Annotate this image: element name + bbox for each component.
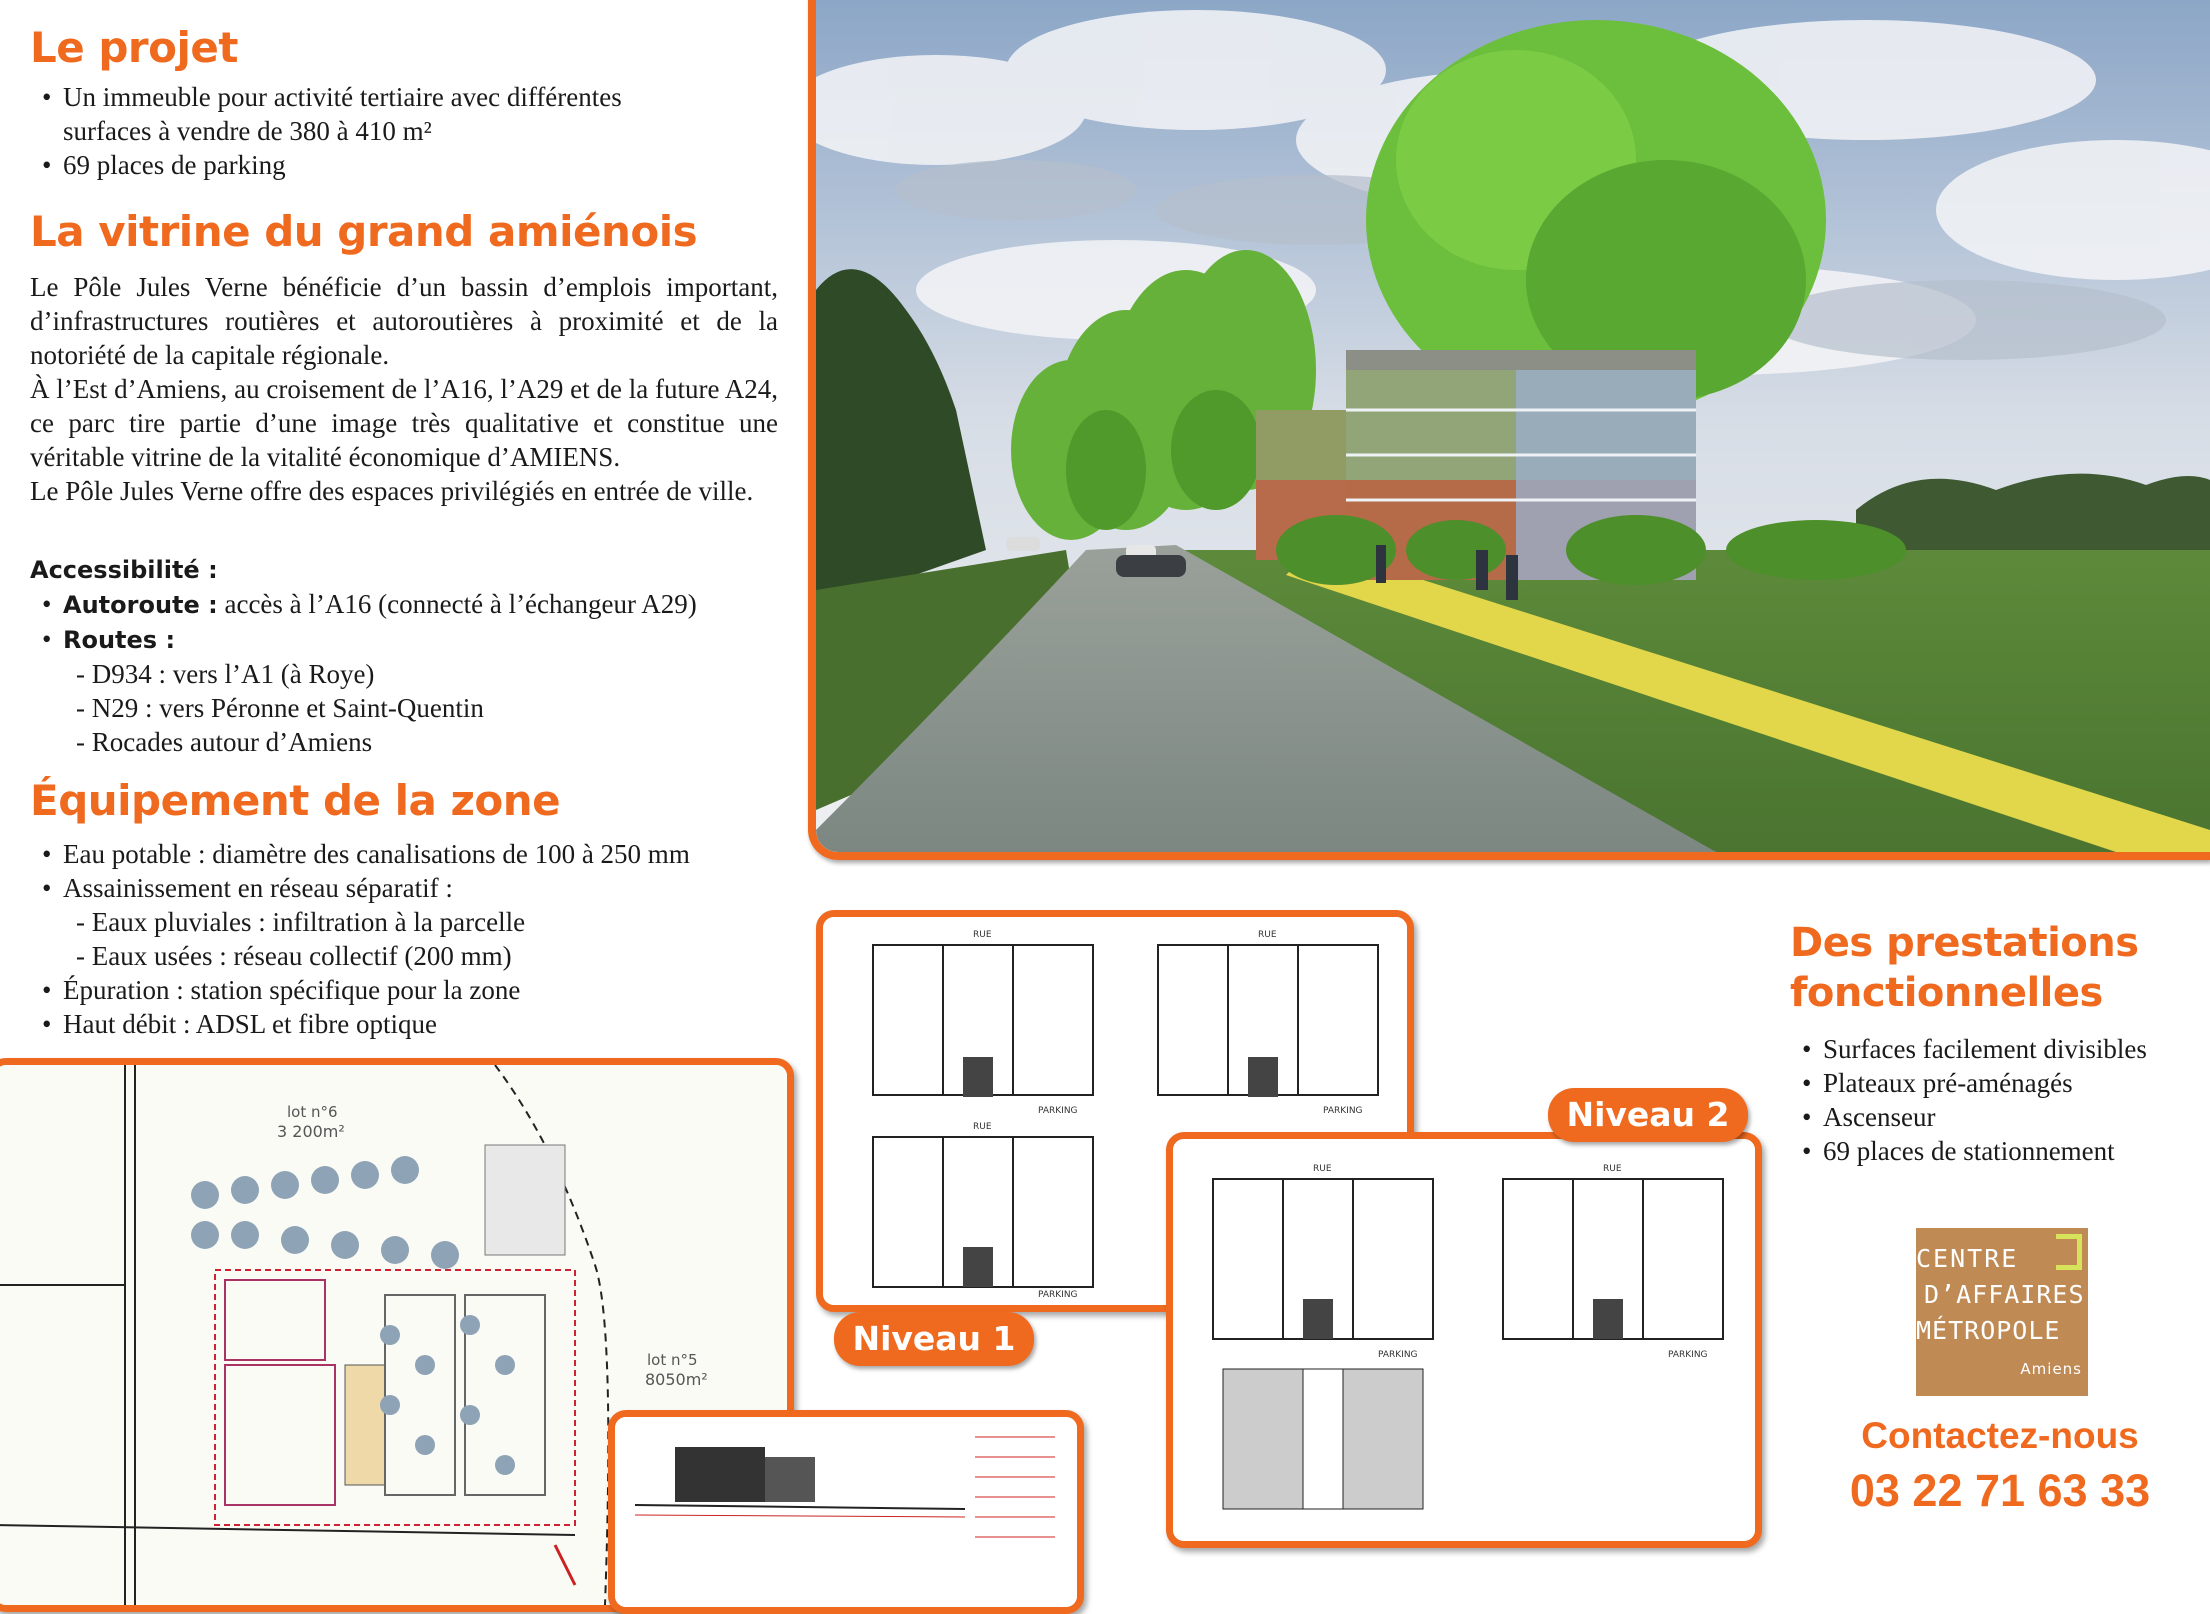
prestations-item-4: • 69 places de stationnement: [1790, 1134, 2200, 1168]
prestations-title-line2: fonctionnelles: [1790, 970, 2103, 1016]
lot6-area: 3 200m²: [277, 1122, 345, 1141]
equipement-eau: • Eau potable : diamètre des canalisations de 100 à 250 mm: [30, 837, 790, 871]
route-3: - Rocades autour d’Amiens: [76, 727, 373, 757]
logo-mark-icon: [2056, 1234, 2082, 1270]
projet-bullet-1-line2: surfaces à vendre de 380 à 410 m²: [63, 116, 432, 146]
lot5-area: 8050m²: [645, 1370, 708, 1389]
route-1: - D934 : vers l’A1 (à Roye): [76, 659, 375, 689]
niveau1-rue-1: RUE: [973, 930, 992, 940]
niveau1-parking-3: PARKING: [1038, 1290, 1078, 1300]
equipement-section: [30, 775, 790, 1041]
accessibilite-section: [30, 553, 790, 759]
contact-label: Contactez-nous: [1861, 1415, 2139, 1456]
logo-line-3: MÉTROPOLE: [1916, 1316, 2061, 1345]
route-2: - N29 : vers Péronne et Saint-Quentin: [76, 693, 484, 723]
niveau2-rue-2: RUE: [1603, 1164, 1622, 1174]
accessibilite-routes: [30, 622, 790, 657]
routes-label: Routes :: [63, 626, 176, 654]
vitrine-paragraph-1: Le Pôle Jules Verne bénéficie d’un bassin d’emplois important, d’infrastructures routières et autoroutières à proximité et de la notoriété de la capitale régionale.: [30, 272, 778, 370]
equipement-usees: - Eaux usées : réseau collectif (200 mm): [76, 941, 512, 971]
equipement-list: [30, 837, 790, 905]
equipement-assainissement: • Assainissement en réseau séparatif :: [30, 871, 790, 905]
routes-list: [30, 657, 790, 759]
niveau1-rue-3: RUE: [973, 1122, 992, 1132]
contact-section: [1790, 1414, 2210, 1520]
logo-line-2: D’AFFAIRES: [1924, 1280, 2085, 1309]
vitrine-paragraph-2: À l’Est d’Amiens, au croisement de l’A16, l’A29 et de la future A24, ce parc tire partie d’une image très qualitative et constitue une véritable vitrine de la vitalité économique d’AMIENS.: [30, 374, 778, 472]
projet-title: Le projet: [30, 23, 238, 72]
section-drawing-frame: [608, 1410, 1084, 1614]
prestations-item-2: • Plateaux pré-aménagés: [1790, 1066, 2200, 1100]
prestations-title-line1: Des prestations: [1790, 920, 2139, 966]
niveau1-rue-2: RUE: [1258, 930, 1277, 940]
niveau1-label: Niveau 1: [834, 1312, 1034, 1366]
rendering-illustration: [816, 0, 2210, 852]
niveau1-parking-1: PARKING: [1038, 1106, 1078, 1116]
niveau1-parking-2: PARKING: [1323, 1106, 1363, 1116]
niveau2-plans-frame: [1166, 1132, 1762, 1548]
projet-bullet-1-line1: Un immeuble pour activité tertiaire avec différentes: [63, 82, 622, 112]
lot5-label: lot n°5: [647, 1351, 698, 1369]
niveau2-floor-plans: [1173, 1139, 1755, 1541]
equipement-epuration: • Épuration : station spécifique pour la zone: [30, 973, 790, 1007]
equipement-list-2: [30, 973, 790, 1041]
equipement-debit: • Haut débit : ADSL et fibre optique: [30, 1007, 790, 1041]
contact-phone[interactable]: 03 22 71 63 33: [1849, 1465, 2151, 1516]
projet-list: [30, 80, 800, 182]
building-rendering: [808, 0, 2210, 860]
niveau2-parking-2: PARKING: [1668, 1350, 1708, 1360]
vitrine-section: [30, 206, 778, 508]
lot6-label: lot n°6: [287, 1103, 338, 1121]
vitrine-text: [30, 270, 778, 508]
projet-bullet-2: • 69 places de parking: [30, 148, 800, 182]
accessibilite-list: [30, 587, 790, 657]
autoroute-label: Autoroute :: [63, 591, 218, 619]
accessibilite-autoroute: [30, 587, 790, 622]
section-drawing: [615, 1417, 1077, 1607]
prestations-item-1: • Surfaces facilement divisibles: [1790, 1032, 2200, 1066]
niveau2-rue-1: RUE: [1313, 1164, 1332, 1174]
centre-affaires-logo: [1916, 1228, 2088, 1396]
vitrine-title: La vitrine du grand amiénois: [30, 207, 698, 256]
prestations-section: [1790, 918, 2200, 1168]
prestations-list: [1790, 1032, 2200, 1168]
projet-bullet-1: [30, 80, 800, 148]
logo-line-4: Amiens: [2020, 1360, 2082, 1378]
logo-line-1: CENTRE: [1916, 1244, 2019, 1273]
vitrine-paragraph-3: Le Pôle Jules Verne offre des espaces privilégiés en entrée de ville.: [30, 476, 754, 506]
equipement-title: Équipement de la zone: [30, 776, 561, 825]
prestations-title: [1790, 918, 2200, 1018]
niveau2-label: Niveau 2: [1548, 1088, 1748, 1142]
assainissement-list: [30, 905, 790, 973]
autoroute-text: accès à l’A16 (connecté à l’échangeur A29): [217, 589, 697, 619]
accessibilite-title: Accessibilité :: [30, 556, 218, 584]
equipement-pluviales: - Eaux pluviales : infiltration à la parcelle: [76, 907, 526, 937]
niveau2-parking-1: PARKING: [1378, 1350, 1418, 1360]
projet-section: [30, 22, 800, 182]
prestations-item-3: • Ascenseur: [1790, 1100, 2200, 1134]
